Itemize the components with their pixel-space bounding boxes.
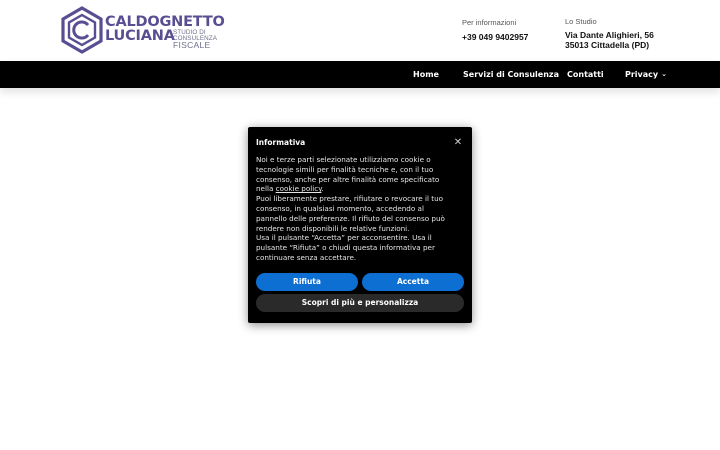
nav-item-privacy-label: Privacy (625, 70, 659, 79)
logo-sub-line2: CONSULENZA (173, 34, 218, 42)
nav-item-contatti[interactable]: Contatti (567, 70, 604, 79)
logo-sub-line3: FISCALE (173, 40, 211, 51)
contact-address-block (565, 17, 654, 50)
address (565, 30, 654, 50)
address-line1: Via Dante Alighieri, 56 (565, 30, 654, 40)
studio-label: Lo Studio (565, 17, 597, 26)
info-label: Per informazioni (462, 18, 517, 27)
nav-item-privacy[interactable] (625, 61, 667, 88)
hexagon-c-logo-icon (60, 6, 104, 54)
phone-number[interactable]: +39 049 9402957 (462, 32, 529, 42)
nav-item-servizi[interactable]: Servizi di Consulenza (463, 70, 559, 79)
logo-sub-line1: STUDIO DI (173, 29, 206, 36)
dialog-text-1: Noi e terze parti selezionate utilizziamo cookie o tecnologie simili per finalità tecniche e, con il tuo consenso, anche per altre finalità come specificato nella (256, 155, 440, 194)
dialog-body (256, 155, 456, 263)
close-icon[interactable]: ✕ (453, 137, 463, 148)
site-logo[interactable] (60, 6, 225, 54)
cookie-consent-dialog (248, 127, 472, 323)
dialog-paragraph-2: Puoi liberamente prestare, rifiutare o revocare il tuo consenso, in qualsiasi momento, accedendo al pannello delle preferenze. Il rifiuto del consenso può rendere non disponibili le relative funzioni. (256, 194, 445, 233)
logo-name-line1: CALDOGNETTO (105, 14, 225, 30)
dialog-title: Informativa (256, 138, 306, 147)
main-nav (0, 61, 720, 88)
dialog-paragraph-3: Usa il pulsante “Accetta” per acconsentire. Usa il pulsante “Rifiuta” o chiudi questa informativa per continuare senza accettare. (256, 233, 435, 262)
logo-subtitle (173, 30, 233, 50)
accept-button[interactable]: Accetta (362, 273, 464, 291)
dialog-text-1-end: . (321, 184, 324, 194)
customize-button[interactable]: Scopri di più e personalizza (256, 294, 464, 312)
chevron-down-icon: ⌄ (661, 70, 667, 78)
cookie-policy-link[interactable]: cookie policy (275, 184, 322, 194)
logo-name-line2: LUCIANA (105, 28, 175, 44)
reject-button[interactable]: Rifiuta (256, 273, 358, 291)
contact-phone-block (462, 18, 528, 42)
nav-item-home[interactable]: Home (413, 70, 439, 79)
address-line2: 35013 Cittadella (PD) (565, 40, 650, 50)
dialog-paragraph-1 (256, 155, 456, 194)
site-header (0, 0, 720, 61)
